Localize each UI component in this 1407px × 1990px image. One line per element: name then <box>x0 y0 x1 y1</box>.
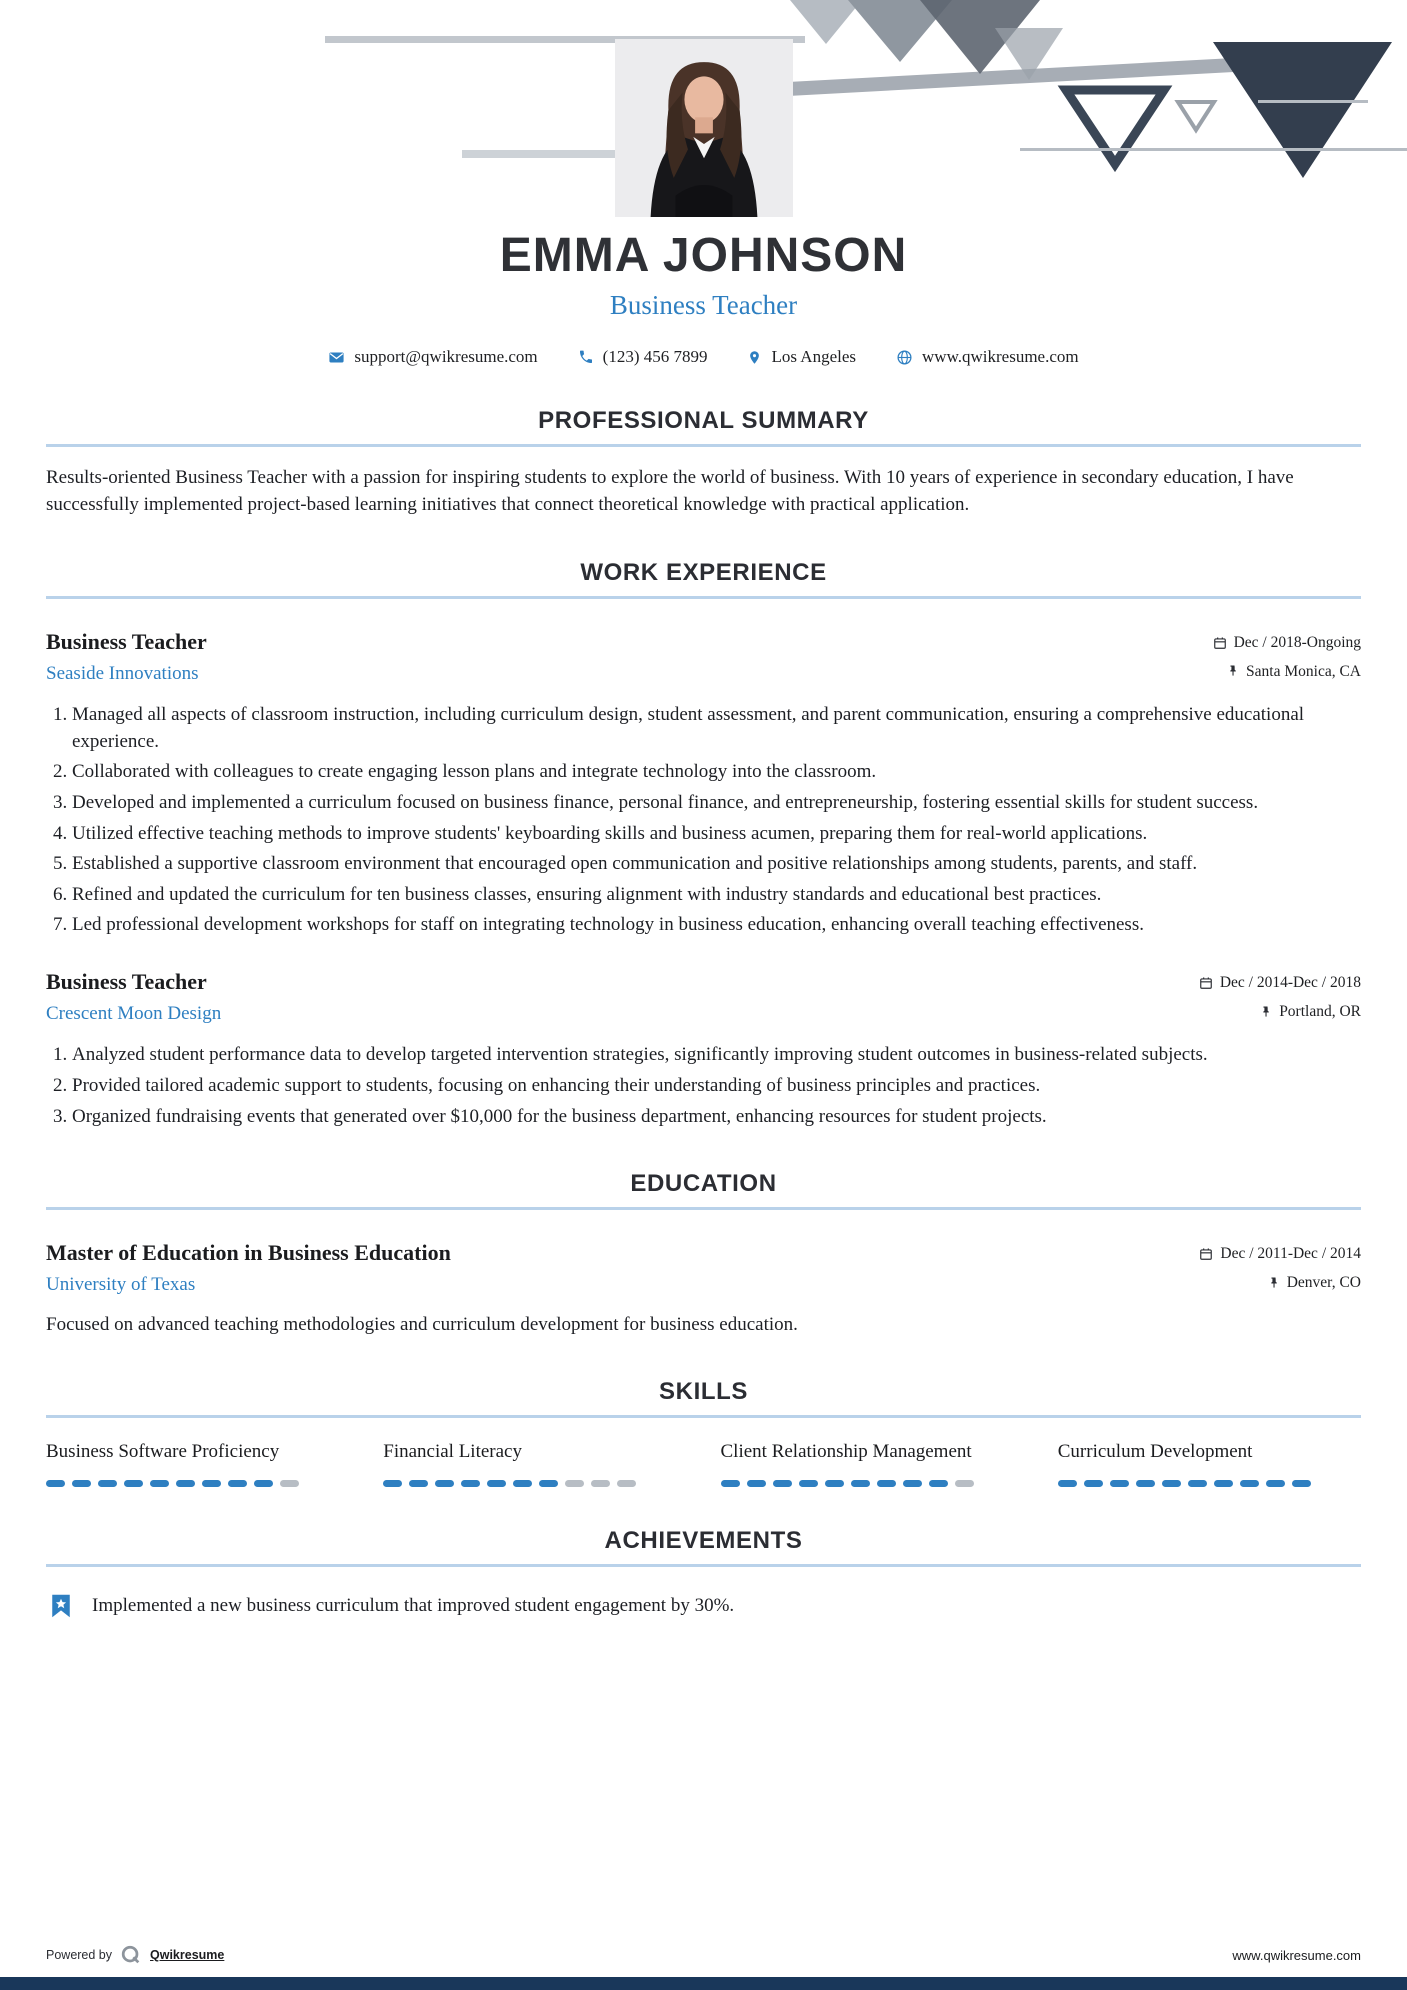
candidate-name: EMMA JOHNSON <box>499 229 908 282</box>
pushpin-icon <box>1226 665 1239 678</box>
education-1-description: Focused on advanced teaching methodologies and curriculum development for business education. <box>46 1313 798 1335</box>
job-1-bullets <box>46 702 1361 939</box>
work-heading-rule <box>46 559 1361 599</box>
skill-dash <box>228 1480 247 1487</box>
page-footer <box>46 1944 1361 1966</box>
bullet-item: 3. Developed and implemented a curriculum focused on business finance, personal finance, and entrepreneurship, fostering essential skills for student success. <box>72 790 1361 817</box>
skills-heading-rule <box>46 1378 1361 1418</box>
section-achievements <box>46 1527 1361 1621</box>
contact-location-text: Los Angeles <box>771 347 857 366</box>
education-entry-1 <box>46 1240 1361 1338</box>
skill-name: Client Relationship Management <box>720 1441 972 1463</box>
skill-dash <box>955 1480 974 1487</box>
job-2-header <box>46 969 1361 1026</box>
skill-client-relationship <box>721 1440 1024 1487</box>
pushpin-icon <box>1267 1277 1280 1290</box>
skill-dash <box>747 1480 766 1487</box>
skill-dash <box>565 1480 584 1487</box>
education-1-left <box>46 1240 451 1296</box>
skill-dash <box>877 1480 896 1487</box>
skill-dash <box>1292 1480 1311 1487</box>
education-1-dates-text: Dec / 2011-Dec / 2014 <box>1220 1245 1361 1263</box>
qwikresume-link[interactable]: Qwikresume <box>150 1948 225 1962</box>
skill-dash <box>799 1480 818 1487</box>
job-2-dates-text: Dec / 2014-Dec / 2018 <box>1219 974 1361 992</box>
skill-dash <box>46 1480 65 1487</box>
achievement-text: Implemented a new business curriculum that improved student engagement by 30%. <box>92 1595 735 1617</box>
section-work-experience <box>46 559 1361 1130</box>
education-1-degree: Master of Education in Business Education <box>46 1240 451 1266</box>
bullet-item: 2. Provided tailored academic support to students, focusing on enhancing their understanding of business principles and practices. <box>72 1073 1361 1100</box>
footer-branding <box>46 1944 224 1966</box>
bottom-accent-bar <box>0 1977 1407 1990</box>
footer-website[interactable]: www.qwikresume.com <box>1232 1947 1361 1963</box>
bullet-item: 4. Utilized effective teaching methods to improve students' keyboarding skills and business acumen, preparing them for real-world applications. <box>72 821 1361 848</box>
work-heading: WORK EXPERIENCE <box>580 558 827 586</box>
skill-name: Business Software Proficiency <box>46 1441 280 1463</box>
job-1-company: Seaside Innovations <box>46 662 199 684</box>
skill-dash <box>254 1480 273 1487</box>
skill-dash <box>383 1480 402 1487</box>
job-2-dates <box>1199 969 1361 998</box>
job-2-company: Crescent Moon Design <box>46 1003 222 1025</box>
summary-heading: PROFESSIONAL SUMMARY <box>538 407 869 434</box>
skill-dash <box>929 1480 948 1487</box>
skill-dash <box>1110 1480 1129 1487</box>
skill-dash <box>539 1480 558 1487</box>
skill-dash <box>721 1480 740 1487</box>
globe-icon <box>896 349 913 366</box>
education-heading-rule <box>46 1170 1361 1210</box>
contact-email[interactable] <box>328 347 537 367</box>
skill-dash <box>1188 1480 1207 1487</box>
job-2-title: Business Teacher <box>46 969 207 995</box>
skill-dash <box>487 1480 506 1487</box>
contact-website[interactable] <box>896 347 1079 367</box>
calendar-icon <box>1213 636 1227 650</box>
skill-dash <box>280 1480 299 1487</box>
skill-dash <box>150 1480 169 1487</box>
job-2-left <box>46 969 221 1025</box>
skill-dash <box>1084 1480 1103 1487</box>
profile-photo-image <box>615 38 793 218</box>
skill-dash <box>1162 1480 1181 1487</box>
contact-phone-text: (123) 456 7899 <box>602 347 708 366</box>
skills-heading: SKILLS <box>659 1378 748 1406</box>
bullet-item: 7. Led professional development workshops for staff on integrating technology in business education, enhancing overall teaching effectiveness. <box>72 912 1361 939</box>
achievement-item <box>46 1591 1361 1621</box>
contact-email-text: support@qwikresume.com <box>354 347 538 366</box>
job-1-title: Business Teacher <box>46 628 207 654</box>
skill-business-software <box>46 1440 349 1487</box>
skill-level-bar <box>46 1480 349 1487</box>
skill-dash <box>1136 1480 1155 1487</box>
ribbon-badge-icon <box>46 1591 76 1621</box>
bullet-item: 2. Collaborated with colleagues to create engaging lesson plans and integrate technology into the classroom. <box>72 759 1361 786</box>
skill-level-bar <box>721 1480 1024 1487</box>
profile-photo <box>615 38 793 218</box>
skill-dash <box>461 1480 480 1487</box>
summary-text: Results-oriented Business Teacher with a passion for inspiring students to explore the world of business. With 10 years of experience in secondary education, I have successfully implemented project-based learning initiatives that connect theoretical knowledge with practical application. <box>46 467 1294 515</box>
bullet-item: 1. Managed all aspects of classroom instruction, including curriculum design, student assessment, and parent communication, ensuring a comprehensive educational experience. <box>72 702 1361 755</box>
skill-dash <box>124 1480 143 1487</box>
education-1-location-text: Denver, CO <box>1286 1273 1361 1291</box>
contact-website-text: www.qwikresume.com <box>922 347 1079 366</box>
skill-dash <box>98 1480 117 1487</box>
job-entry-2 <box>46 969 1361 1130</box>
contact-row <box>46 347 1361 367</box>
achievements-heading-rule <box>46 1527 1361 1567</box>
skill-curriculum-development <box>1058 1440 1361 1487</box>
job-1-left <box>46 629 207 685</box>
skill-dash <box>176 1480 195 1487</box>
job-1-header <box>46 629 1361 686</box>
skill-level-bar <box>383 1480 686 1487</box>
phone-icon <box>578 349 594 365</box>
calendar-icon <box>1199 1247 1213 1261</box>
summary-heading-rule <box>46 407 1361 447</box>
education-heading: EDUCATION <box>630 1170 777 1198</box>
skill-name: Curriculum Development <box>1057 1441 1253 1463</box>
skill-dash <box>513 1480 532 1487</box>
education-1-dates <box>1199 1240 1361 1269</box>
candidate-job-title: Business Teacher <box>609 290 798 320</box>
skill-financial-literacy <box>383 1440 686 1487</box>
pushpin-icon <box>1259 1006 1272 1019</box>
skill-name: Financial Literacy <box>383 1441 522 1463</box>
contact-phone[interactable] <box>578 347 708 367</box>
skill-level-bar <box>1058 1480 1361 1487</box>
education-1-meta <box>1199 1240 1361 1297</box>
job-1-meta <box>1213 629 1361 686</box>
bullet-item: 1. Analyzed student performance data to develop targeted intervention strategies, significantly improving student outcomes in business-related subjects. <box>72 1042 1361 1069</box>
map-pin-icon <box>747 349 762 366</box>
education-1-header <box>46 1240 1361 1297</box>
skill-dash <box>903 1480 922 1487</box>
skill-dash <box>591 1480 610 1487</box>
job-2-location-text: Portland, OR <box>1279 1002 1361 1020</box>
envelope-icon <box>328 349 345 366</box>
skills-row <box>46 1440 1361 1487</box>
education-1-location <box>1199 1269 1361 1298</box>
qwikresume-q-icon <box>120 1944 142 1966</box>
contact-location <box>747 347 856 367</box>
skill-dash <box>435 1480 454 1487</box>
skill-dash <box>773 1480 792 1487</box>
skill-dash <box>1240 1480 1259 1487</box>
skill-dash <box>825 1480 844 1487</box>
section-summary <box>46 407 1361 519</box>
skill-dash <box>1214 1480 1233 1487</box>
job-1-location-text: Santa Monica, CA <box>1246 662 1361 680</box>
job-1-dates-text: Dec / 2018-Ongoing <box>1233 633 1361 651</box>
education-1-school: University of Texas <box>46 1274 196 1296</box>
job-2-meta <box>1199 969 1361 1026</box>
powered-by-label: Powered by <box>46 1948 113 1962</box>
skill-dash <box>1266 1480 1285 1487</box>
calendar-icon <box>1199 976 1213 990</box>
job-1-dates <box>1213 629 1361 658</box>
bullet-item: 3. Organized fundraising events that generated over $10,000 for the business department, enhancing resources for student projects. <box>72 1104 1361 1131</box>
achievements-heading: ACHIEVEMENTS <box>604 1527 803 1555</box>
skill-dash <box>1058 1480 1077 1487</box>
section-education <box>46 1170 1361 1338</box>
skill-dash <box>617 1480 636 1487</box>
job-2-location <box>1199 998 1361 1027</box>
skill-dash <box>72 1480 91 1487</box>
bullet-item: 6. Refined and updated the curriculum for ten business classes, ensuring alignment with industry standards and educational best practices. <box>72 882 1361 909</box>
job-1-location <box>1213 658 1361 687</box>
skill-dash <box>851 1480 870 1487</box>
section-skills <box>46 1378 1361 1487</box>
skill-dash <box>202 1480 221 1487</box>
skill-dash <box>409 1480 428 1487</box>
bullet-item: 5. Established a supportive classroom environment that encouraged open communication and positive relationships among students, parents, and staff. <box>72 851 1361 878</box>
job-entry-1 <box>46 629 1361 939</box>
job-2-bullets <box>46 1042 1361 1130</box>
